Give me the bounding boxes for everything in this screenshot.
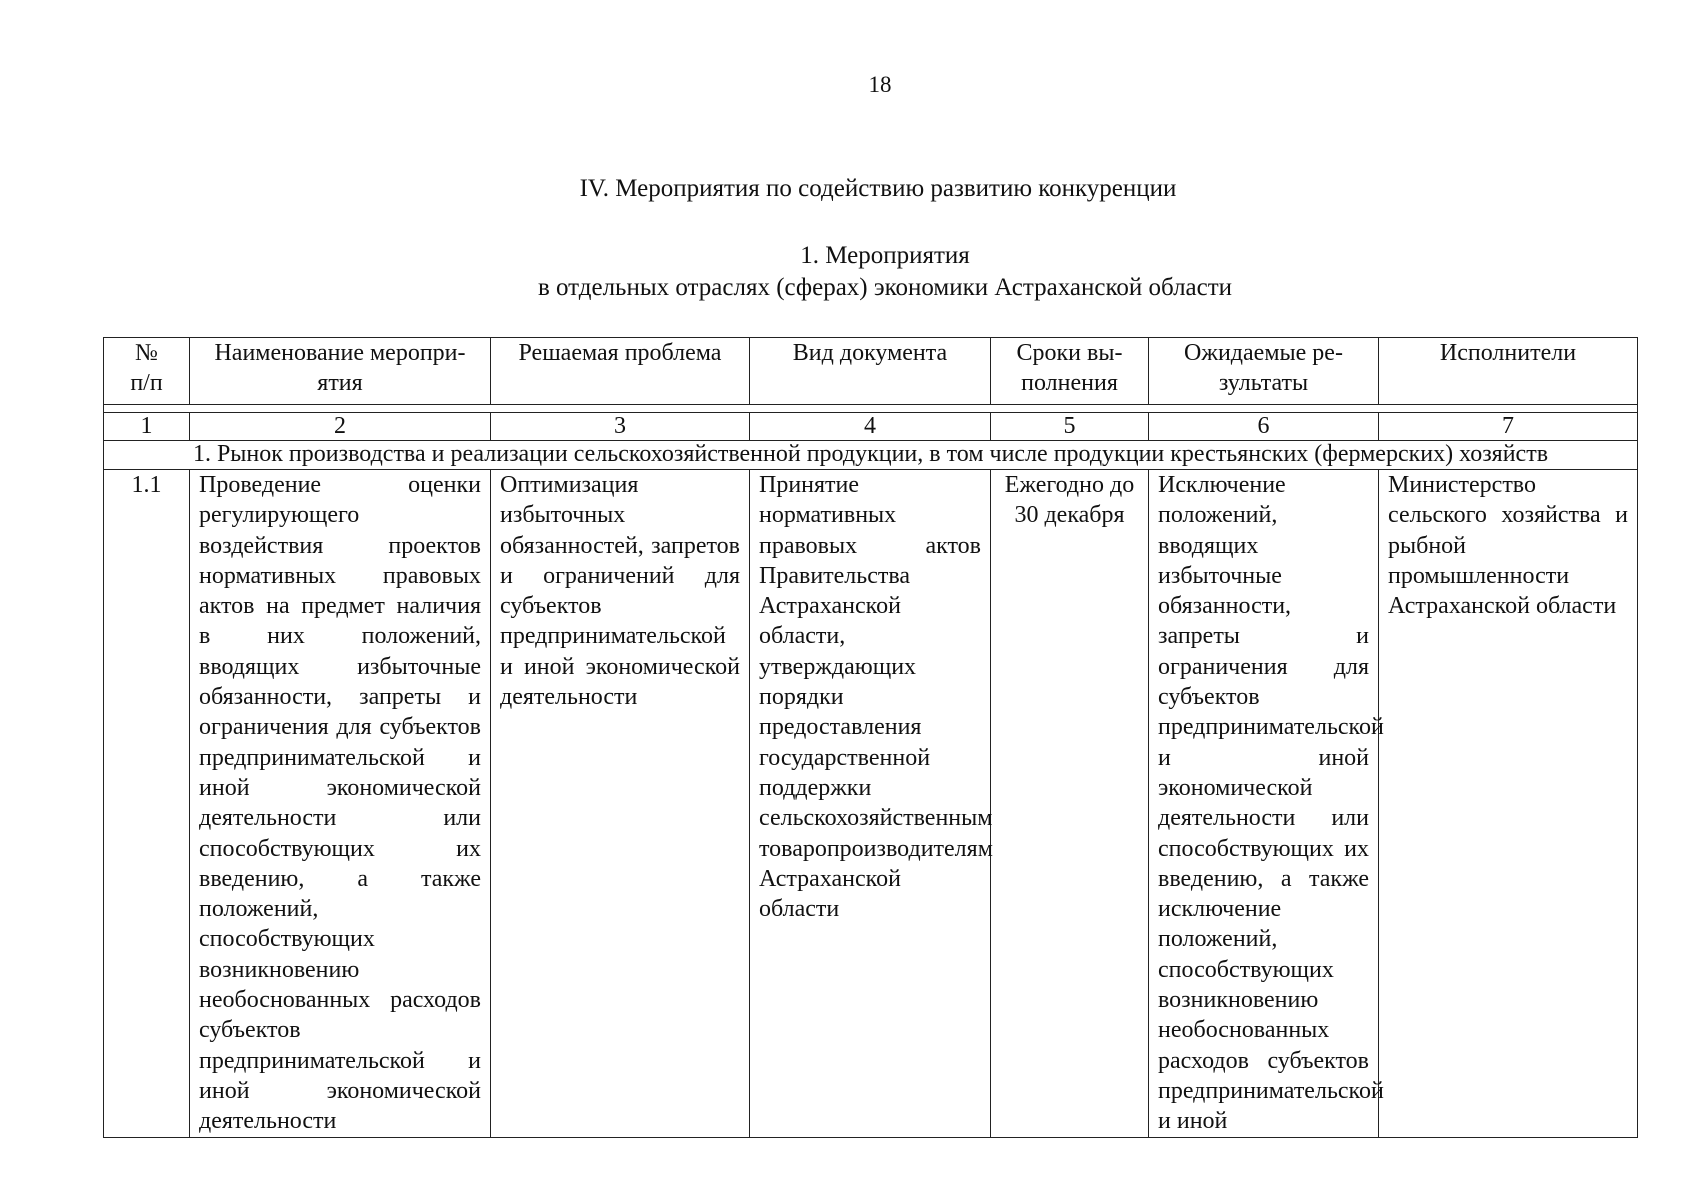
column-number: 3 [491, 413, 750, 441]
header-name: Наименование меропри- ятия [190, 338, 491, 405]
header-deadline: Сроки вы- полнения [991, 338, 1149, 405]
column-number: 7 [1379, 413, 1638, 441]
header-row [104, 338, 1638, 405]
column-number-row [104, 413, 1638, 441]
page-number: 18 [868, 72, 892, 97]
column-number: 1 [104, 413, 190, 441]
header-problem: Решаемая проблема [491, 338, 750, 405]
group-heading-row [104, 441, 1638, 470]
row-name: Проведение оценки регулирующего воздействия проектов нормативных правовых актов на предмет наличия в них положений, вводящих избыточные обязанности, запреты и ограничения для субъектов предпринимательской и иной экономической деятельности или способствующих их введению, а также положений, способствующих возникновению необоснованных расходов субъектов предпринимательской и иной экономической деятельности [190, 470, 491, 1138]
row-deadline: Ежегодно до 30 декабря [991, 470, 1149, 1138]
row-num: 1.1 [104, 470, 190, 1138]
column-number: 5 [991, 413, 1149, 441]
row-document: Принятие нормативных правовых актов Правительства Астраханской области, утверждающих порядки предоставления государственной поддержки сельскохозяйственным товаропроизводителям Астраханской области [750, 470, 991, 1138]
subtitle-line-2: в отдельных отраслях (сферах) экономики Астраханской области [537, 274, 1233, 301]
header-results: Ожидаемые ре- зультаты [1149, 338, 1379, 405]
row-executors: Министерство сельского хозяйства и рыбной промышленности Астраханской области [1379, 470, 1638, 1138]
header-executors: Исполнители [1379, 338, 1638, 405]
header-num: № п/п [104, 338, 190, 405]
table-row [104, 470, 1638, 1138]
measures-table [103, 337, 1638, 1138]
header-document: Вид документа [750, 338, 991, 405]
column-number: 6 [1149, 413, 1379, 441]
subtitle-line-1: 1. Мероприятия [800, 242, 970, 269]
section-title: IV. Мероприятия по содействию развитию конкуренции [579, 175, 1177, 202]
row-results: Исключение положений, вводящих избыточные обязанности, запреты и ограничения для субъектов предпринимательской и иной экономической деятельности или способствующих их введению, а также исключение положений, способствующих возникновению необоснованных расходов субъектов предпринимательской и иной [1149, 470, 1379, 1138]
group-heading: 1. Рынок производства и реализации сельскохозяйственной продукции, в том числе продукции крестьянских (фермерских) хозяйств [104, 441, 1638, 470]
subtitle [0, 240, 1697, 304]
column-number: 2 [190, 413, 491, 441]
row-problem: Оптимизация избыточных обязанностей, запретов и ограничений для субъектов предпринимательской и иной экономической деятельности [491, 470, 750, 1138]
column-number: 4 [750, 413, 991, 441]
